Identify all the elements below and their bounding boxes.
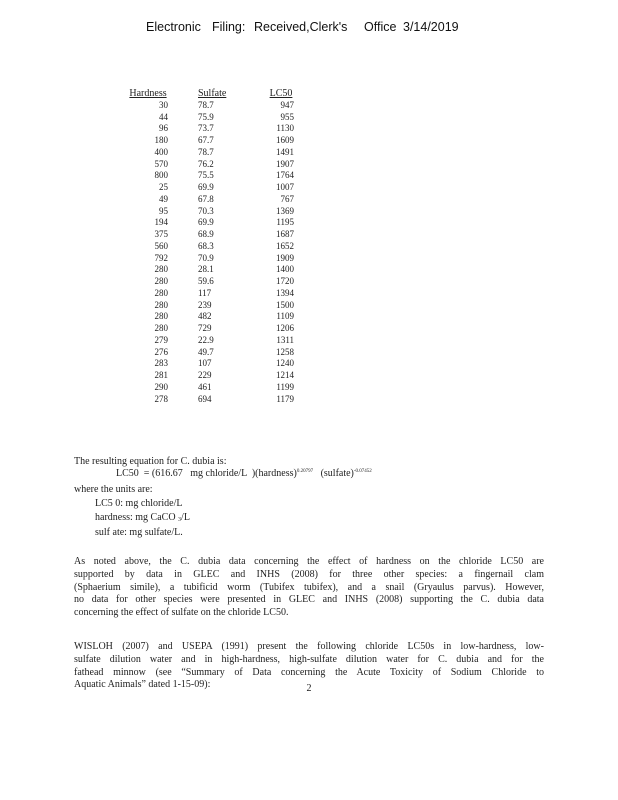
equation-hardness: )(hardness) [251,468,297,479]
equation-unit: mg chloride/L [190,468,247,479]
lc50-cell: 1720 [276,276,294,286]
equation-hardness-exponent: 0.20797 [296,469,314,474]
sulfate-cell: 482 [198,311,212,322]
lc50-cell: 1394 [276,287,294,298]
hardness-cell: 280 [154,299,168,310]
equation-sulfate: (sulfate) [320,468,354,479]
sulfate-cell: 107 [198,358,212,369]
sulfate-header: Sulfate [198,88,227,99]
sulfate-cell: 729 [198,323,212,333]
lc50-cell: 1764 [276,170,294,181]
sulfate-cell: 461 [198,381,212,392]
hardness-cell: 290 [154,381,168,392]
lc50-cell: 1179 [276,393,294,404]
paragraph-line: As noted above, the C. dubia data concerning the effect of hardness on the chloride LC50 are [74,556,544,567]
header-electronic: Electronic [146,20,201,34]
sulfate-cell: 694 [198,393,212,404]
hardness-cell: 280 [154,311,168,322]
sulfate-cell: 49.7 [198,346,214,357]
hardness-column [124,88,168,405]
lc50-column [268,88,294,405]
equation-intro: The resulting equation for C. dubia is: [74,456,227,467]
lc50-cell: 1907 [276,158,294,169]
header-received: Received,Clerk's [254,20,348,34]
sulfate-column [198,88,238,405]
sulfate-cell: 78.7 [198,146,214,157]
sulfate-cell: 229 [198,370,212,380]
lc50-header: LC50 [269,88,293,99]
hardness-cell: 95 [159,205,168,216]
sulfate-cell: 28.1 [198,264,214,275]
hardness-cell: 96 [159,123,168,134]
sulfate-cell: 75.5 [198,170,214,181]
sulfate-cell: 68.9 [198,229,214,239]
lc50-cell: 1609 [276,135,294,145]
sulfate-cell: 239 [198,299,212,310]
hardness-cell: 280 [154,323,168,333]
hardness-cell: 375 [154,229,168,239]
paragraph-line: (Sphaerium simile), a tubificid worm (Tubifex tubifex), and a snail (Gryaulus parvus). However, [74,581,544,593]
page-number: 2 [306,683,312,694]
unit-hardness-subscript: 3 [178,517,182,523]
units-intro: where the units are: [74,484,153,495]
sulfate-cell: 22.9 [198,334,214,345]
lc50-cell: 1909 [276,252,294,263]
sulfate-cell: 67.8 [198,193,214,204]
lc50-cell: 1007 [276,182,294,192]
hardness-cell: 570 [154,158,168,169]
hardness-cell: 283 [154,358,168,369]
lc50-cell: 1206 [276,323,294,333]
sulfate-cell: 69.9 [198,217,214,228]
sulfate-cell: 75.9 [198,111,214,122]
paragraph-hardness-support [74,556,544,620]
equation-sulfate-exponent: -0.07452 [353,469,372,474]
paragraph-line: fathead minnow (see “Summary of Data concerning the Acute Toxicity of Sodium Chloride to [74,666,544,678]
hardness-cell: 49 [159,193,168,204]
paragraph-line: no data for other species were presented in GLEC and INHS (2008) supporting the C. dubia data [74,594,544,606]
hardness-cell: 276 [154,346,168,357]
lc50-cell: 1652 [276,240,294,251]
paragraph-line: supported by data in GLEC and INHS (2008) for three other species: a fingernail clam [74,568,544,580]
lc50-cell: 1214 [276,370,294,380]
paragraph-line: concerning the effect of sulfate on the chloride LC50. [74,607,289,619]
hardness-cell: 281 [154,370,168,380]
sulfate-cell: 73.7 [198,123,214,134]
equation-line [116,468,372,479]
sulfate-cell: 69.9 [198,182,214,192]
hardness-cell: 30 [159,99,168,110]
lc50-cell: 947 [280,99,294,110]
lc50-cell: 1311 [276,334,294,345]
paragraph-line: WISLOH (2007) and USEPA (1991) present the following chloride LC50s in low-hardness, low- [74,641,544,652]
hardness-cell: 44 [159,111,168,122]
header-date: 3/14/2019 [403,20,459,34]
lc50-cell: 1491 [276,146,294,157]
hardness-cell: 180 [154,135,168,145]
lc50-cell: 1130 [276,123,294,134]
sulfate-cell: 59.6 [198,276,214,286]
unit-hardness [95,512,190,523]
hardness-cell: 792 [154,252,168,263]
hardness-cell: 279 [154,334,168,345]
equation-coefficient: = (616.67 [143,468,183,479]
hardness-cell: 280 [154,276,168,286]
lc50-cell: 1240 [276,358,294,369]
lc50-cell: 1195 [276,217,294,228]
lc50-cell: 1199 [276,381,294,392]
header-office: Office [364,20,397,34]
paragraph-line: Aquatic Animals” dated 1-15-09): [74,679,211,691]
lc50-cell: 1109 [276,311,294,322]
unit-hardness-text: hardness: mg CaCO [95,512,176,523]
hardness-cell: 800 [154,170,168,181]
hardness-cell: 194 [154,217,168,228]
sulfate-cell: 70.9 [198,252,214,263]
sulfate-cell: 78.7 [198,99,214,110]
lc50-cell: 767 [280,193,294,204]
unit-sulfate: sulf ate: mg sulfate/L. [95,527,183,538]
equation-lhs: LC50 [116,468,139,479]
hardness-cell: 560 [154,240,168,251]
sulfate-cell: 117 [198,287,212,298]
hardness-cell: 280 [154,264,168,275]
sulfate-cell: 68.3 [198,240,214,251]
lc50-cell: 1687 [276,229,294,239]
hardness-header: Hardness [129,88,167,99]
sulfate-cell: 67.7 [198,135,214,145]
paragraph-line: sulfate dilution water and in high-hardness, high-sulfate dilution water for C. dubia and for the [74,653,544,665]
unit-hardness-suffix: /L [181,512,190,523]
lc50-cell: 1369 [276,205,294,216]
hardness-cell: 280 [154,287,168,298]
unit-lc50: LC5 0: mg chloride/L [95,498,183,509]
sulfate-cell: 76.2 [198,158,214,169]
sulfate-cell: 70.3 [198,205,214,216]
hardness-cell: 278 [154,393,168,404]
hardness-cell: 400 [154,146,168,157]
header-filing: Filing: [212,20,246,34]
lc50-cell: 1400 [276,264,294,275]
lc50-cell: 1500 [276,299,294,310]
lc50-cell: 1258 [276,346,294,357]
lc50-cell: 955 [280,111,294,122]
hardness-cell: 25 [159,182,168,192]
